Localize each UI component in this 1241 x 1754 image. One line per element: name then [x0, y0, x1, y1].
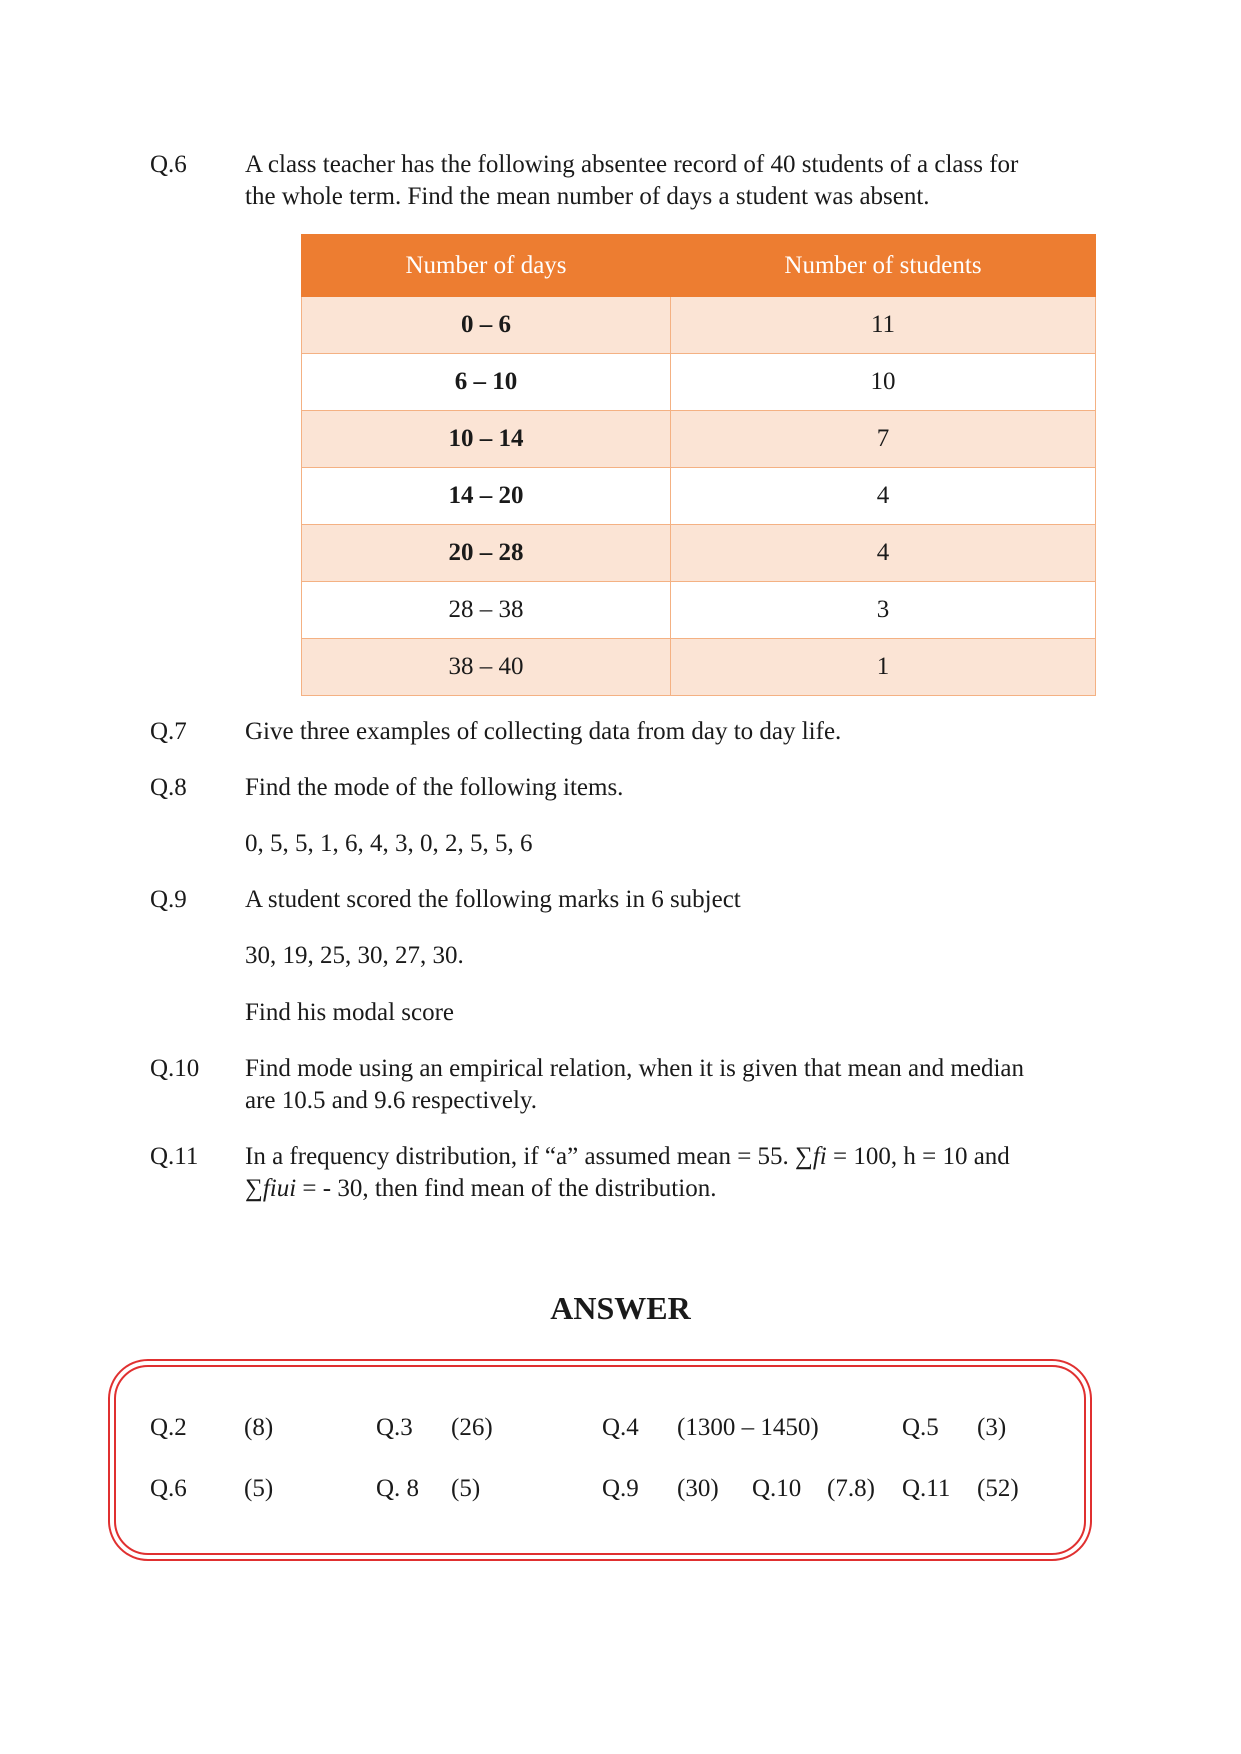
- table-row: [302, 639, 1096, 696]
- question-6: [150, 149, 1090, 213]
- question-text: Find the mode of the following items.: [245, 774, 624, 801]
- sum-symbol: ∑: [245, 1175, 263, 1202]
- table-row: [302, 468, 1096, 525]
- question-number: Q.10: [150, 1055, 200, 1082]
- question-text-line: are 10.5 and 9.6 respectively.: [245, 1087, 538, 1114]
- table-row: [302, 582, 1096, 639]
- table-row: [302, 354, 1096, 411]
- students-cell: 4: [671, 468, 1096, 525]
- math-fiui: fiui: [262, 1175, 297, 1202]
- days-cell: 6 – 10: [302, 354, 671, 411]
- answer-value: (7.8): [827, 1475, 875, 1502]
- days-cell: 0 – 6: [302, 297, 671, 354]
- answer-question-label: Q.6: [150, 1475, 187, 1502]
- students-cell: 7: [671, 411, 1096, 468]
- table-row: [302, 411, 1096, 468]
- answer-question-label: Q.4: [602, 1414, 639, 1441]
- answer-value: (30): [677, 1475, 719, 1502]
- answer-question-label: Q.3: [376, 1414, 413, 1441]
- answer-value: (1300 – 1450): [677, 1414, 819, 1441]
- question-number: Q.8: [150, 774, 187, 801]
- days-cell: 38 – 40: [302, 639, 671, 696]
- students-cell: 4: [671, 525, 1096, 582]
- answer-question-label: Q.10: [752, 1475, 802, 1502]
- table-header-row: [302, 235, 1096, 297]
- answer-question-label: Q.2: [150, 1414, 187, 1441]
- answer-value: (26): [451, 1414, 493, 1441]
- question-text: A student scored the following marks in 6 subject: [245, 886, 741, 913]
- question-9-data: 30, 19, 25, 30, 27, 30.: [245, 942, 464, 969]
- table-row: [302, 297, 1096, 354]
- question-8: [150, 772, 1090, 804]
- days-cell: 14 – 20: [302, 468, 671, 525]
- students-cell: 1: [671, 639, 1096, 696]
- absentee-table: [301, 234, 1096, 696]
- students-cell: 3: [671, 582, 1096, 639]
- question-10: [150, 1053, 1090, 1117]
- days-cell: 28 – 38: [302, 582, 671, 639]
- column-header-students: Number of students: [671, 235, 1096, 297]
- question-number: Q.6: [150, 151, 187, 178]
- days-cell: 10 – 14: [302, 411, 671, 468]
- days-cell: 20 – 28: [302, 525, 671, 582]
- question-text-line: Find mode using an empirical relation, when it is given that mean and median: [245, 1055, 1024, 1082]
- question-text-line: [245, 1173, 1090, 1205]
- students-cell: 11: [671, 297, 1096, 354]
- question-9: [150, 884, 1090, 916]
- answer-question-label: Q. 8: [376, 1475, 420, 1502]
- question-text-line: [245, 1141, 1090, 1173]
- question-text-part: = - 30, then find mean of the distribution.: [296, 1175, 717, 1202]
- question-number: Q.7: [150, 718, 187, 745]
- answer-question-label: Q.5: [902, 1414, 939, 1441]
- question-7: [150, 716, 1090, 748]
- students-cell: 10: [671, 354, 1096, 411]
- question-number: Q.11: [150, 1143, 199, 1170]
- question-9-ask: Find his modal score: [245, 999, 455, 1026]
- answer-question-label: Q.11: [902, 1475, 951, 1502]
- question-8-data: 0, 5, 5, 1, 6, 4, 3, 0, 2, 5, 5, 6: [245, 830, 533, 857]
- answer-value: (5): [451, 1475, 481, 1502]
- answer-value: (5): [244, 1475, 274, 1502]
- question-11: [150, 1141, 1090, 1205]
- column-header-days: Number of days: [302, 235, 671, 297]
- answer-box: [114, 1365, 1086, 1555]
- question-number: Q.9: [150, 886, 187, 913]
- answer-value: (8): [244, 1414, 274, 1441]
- question-text: Give three examples of collecting data from day to day life.: [245, 718, 842, 745]
- question-text-part: = 100, h = 10 and: [826, 1143, 1010, 1170]
- question-text-line: the whole term. Find the mean number of days a student was absent.: [245, 183, 930, 210]
- table-row: [302, 525, 1096, 582]
- answer-heading: ANSWER: [550, 1290, 691, 1326]
- question-text-part: In a frequency distribution, if “a” assumed mean = 55. ∑: [245, 1143, 813, 1170]
- math-fi: fi: [812, 1143, 827, 1170]
- answer-question-label: Q.9: [602, 1475, 639, 1502]
- answer-value: (3): [977, 1414, 1007, 1441]
- answer-value: (52): [977, 1475, 1019, 1502]
- question-text-line: A class teacher has the following absentee record of 40 students of a class for: [245, 151, 1019, 178]
